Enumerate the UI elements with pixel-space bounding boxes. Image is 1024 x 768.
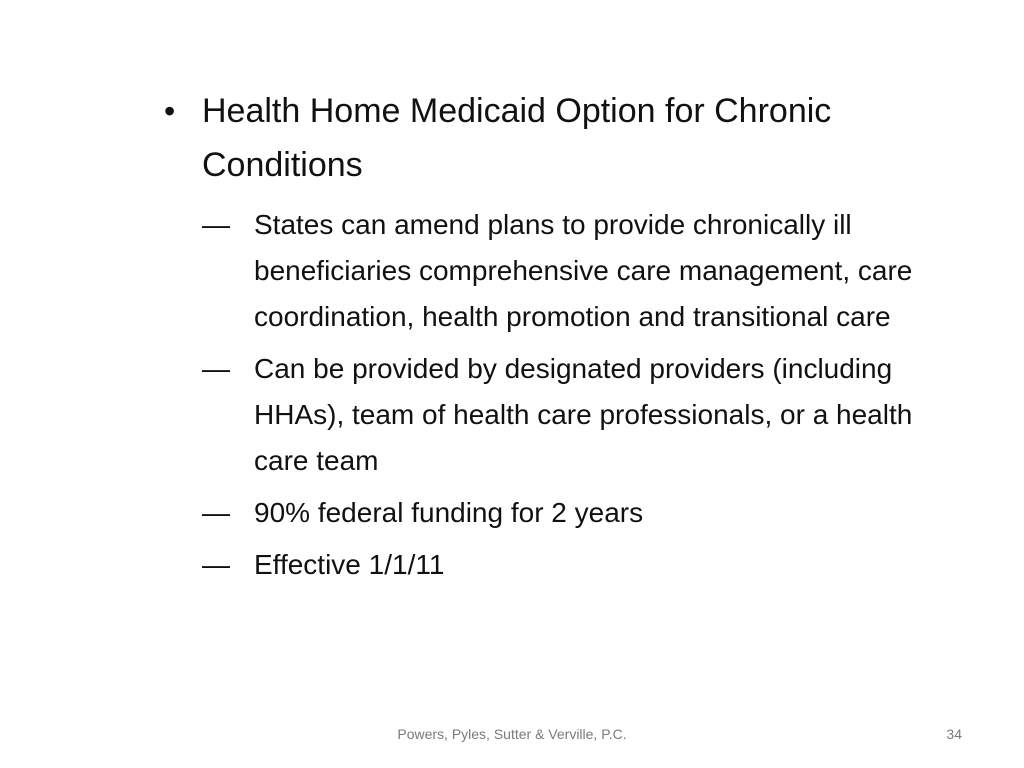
main-bullet (164, 84, 944, 192)
slide-page-number: 34 (946, 726, 962, 742)
dash-icon: — (202, 353, 230, 384)
sub-bullet (202, 202, 944, 340)
footer-firm-name: Powers, Pyles, Sutter & Verville, P.C. (397, 726, 627, 742)
slide-footer (0, 722, 1024, 746)
sub-bullet (202, 346, 944, 484)
sub-bullet-list (164, 202, 944, 588)
dash-icon: — (202, 549, 230, 580)
slide-content (164, 84, 944, 594)
bullet-icon: • (164, 93, 176, 129)
main-bullet-text: Health Home Medicaid Option for Chronic Conditions (202, 92, 832, 184)
sub-bullet-text: Can be provided by designated providers (including HHAs), team of health care professionals, or a health care team (254, 353, 913, 476)
sub-bullet (202, 542, 944, 588)
dash-icon: — (202, 209, 230, 240)
sub-bullet-text: 90% federal funding for 2 years (254, 497, 644, 528)
sub-bullet (202, 490, 944, 536)
dash-icon: — (202, 497, 230, 528)
sub-bullet-text: States can amend plans to provide chronically ill beneficiaries comprehensive care management, care coordination, health promotion and transitional care (254, 209, 913, 332)
sub-bullet-text: Effective 1/1/11 (254, 549, 445, 580)
